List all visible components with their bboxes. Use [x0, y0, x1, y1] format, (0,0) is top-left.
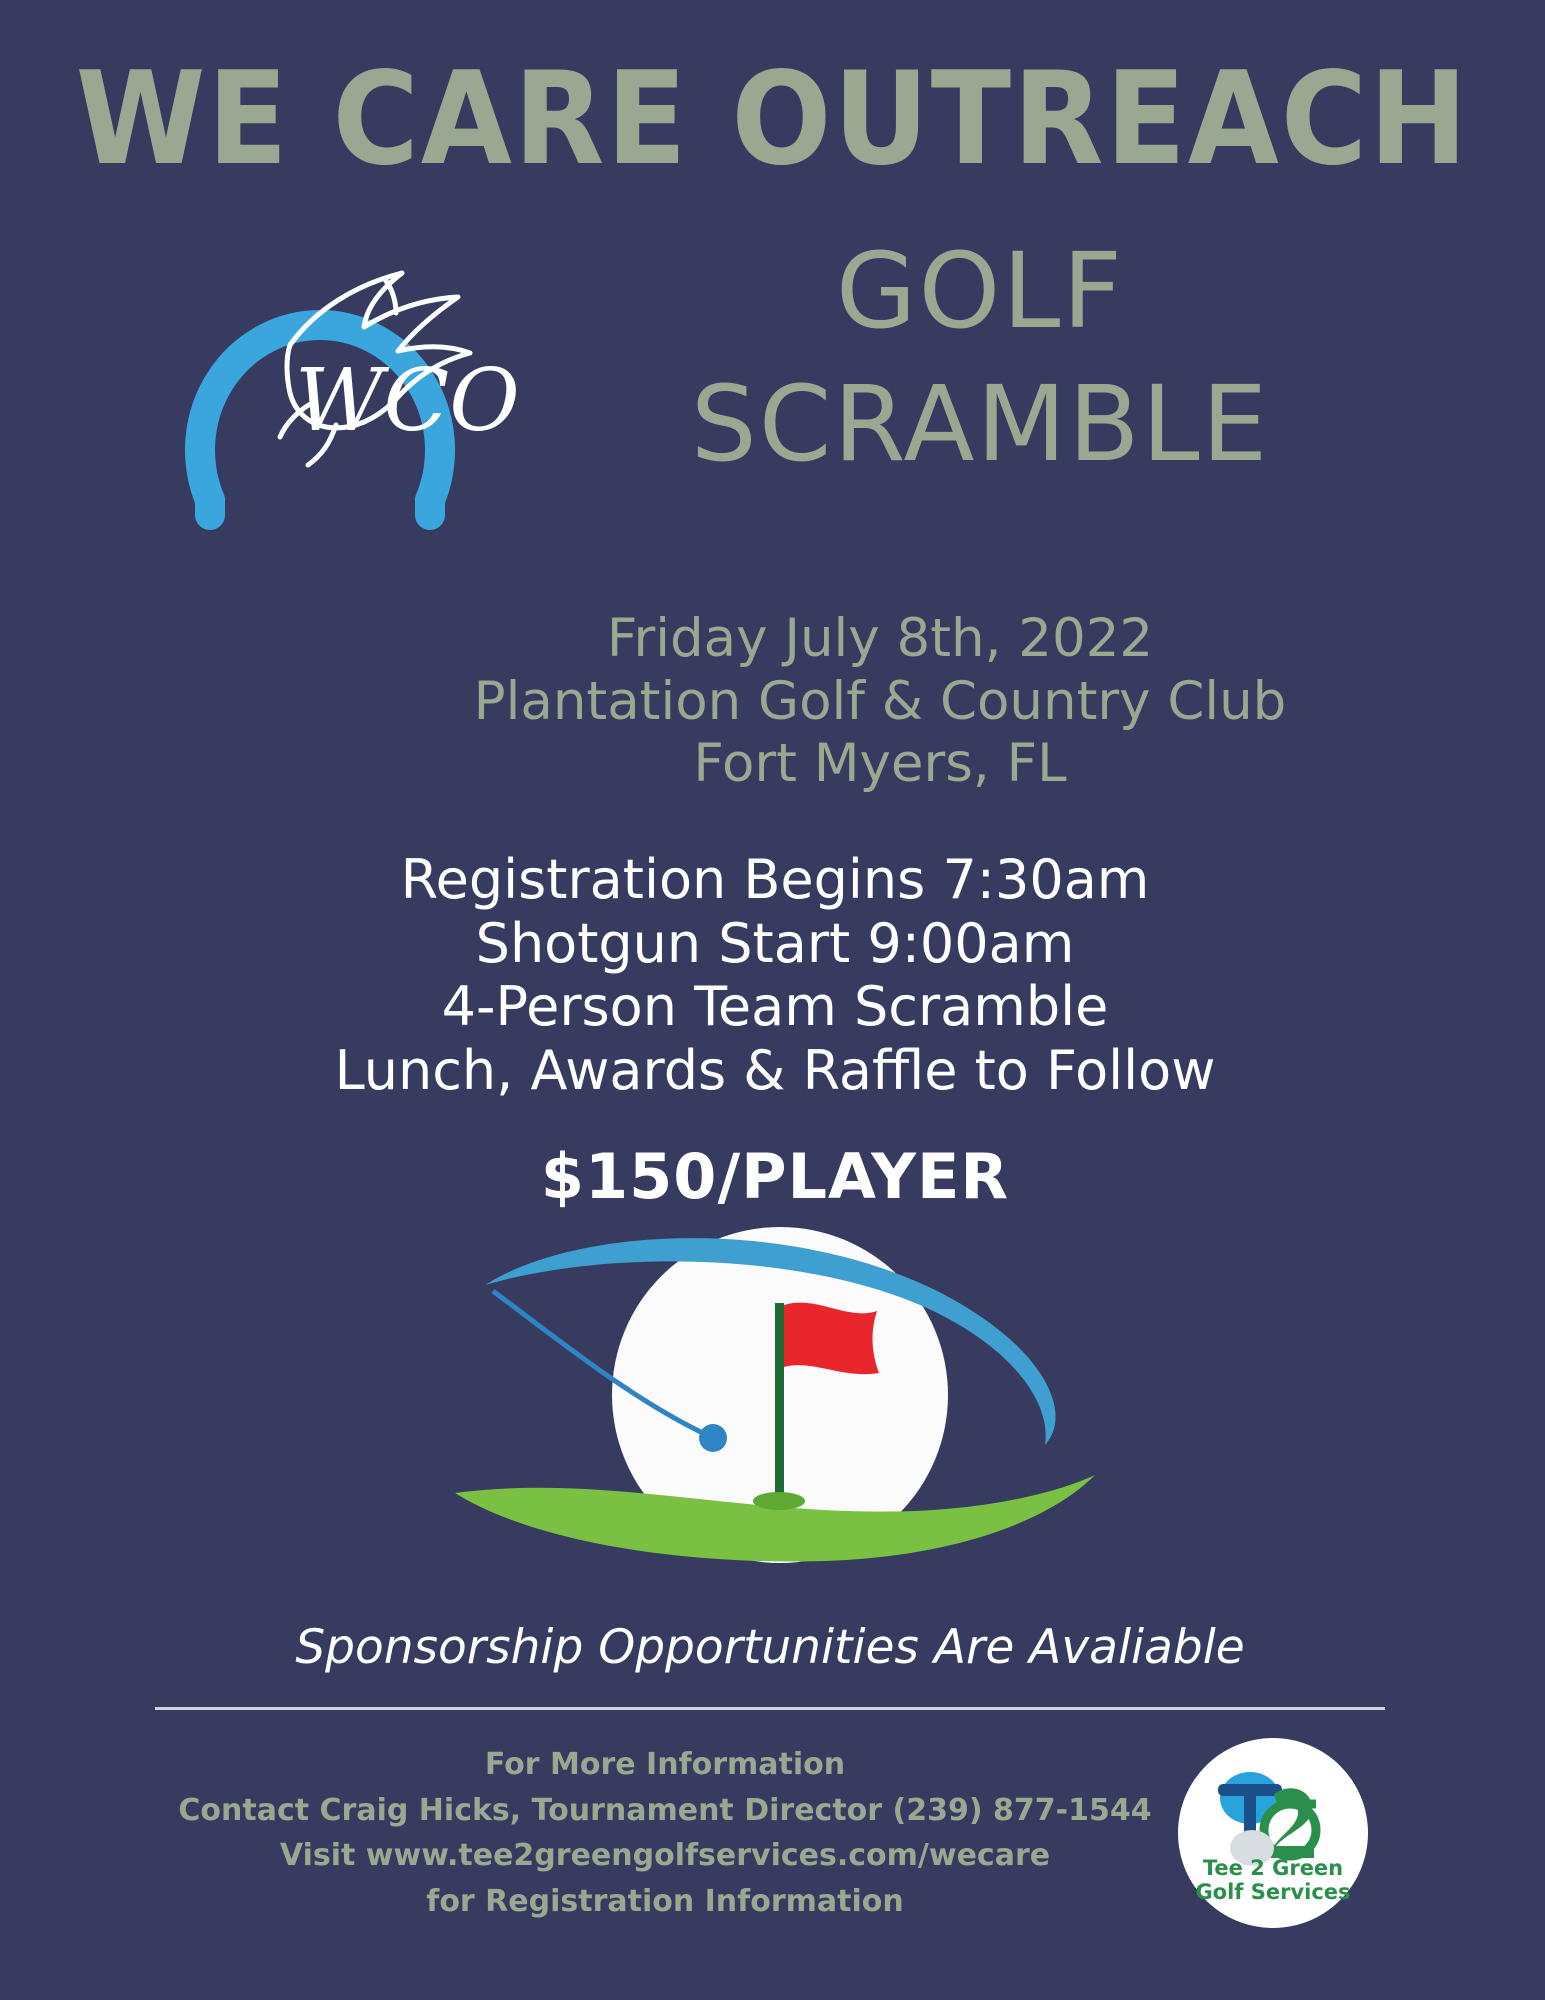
- hole-icon: [753, 1492, 805, 1510]
- footer-contact: Contact Craig Hicks, Tournament Director (239) 877-1544: [178, 1792, 1152, 1828]
- event-date: Friday July 8th, 2022: [606, 608, 1154, 669]
- golf-ball-graphic: [445, 1225, 1105, 1585]
- detail-registration: Registration Begins 7:30am: [400, 848, 1150, 911]
- flag-icon: [784, 1303, 879, 1374]
- tee2green-monogram-icon: [1218, 1772, 1316, 1866]
- wco-logo: [140, 215, 520, 545]
- detail-start: Shotgun Start 9:00am: [475, 911, 1075, 975]
- headline-line-1: GOLF: [835, 230, 1125, 352]
- event-details: [170, 848, 1380, 1103]
- event-venue: Plantation Golf & Country Club: [473, 670, 1287, 732]
- footer-line-4: for Registration Information: [426, 1883, 904, 1919]
- swoosh-dot-icon: [699, 1424, 727, 1452]
- footer-info: [90, 1742, 1240, 1924]
- event-info: [370, 608, 1390, 796]
- sponsorship-note: Sponsorship Opportunities Are Avaliable: [295, 1620, 1245, 1675]
- tee2green-name-line-2: Golf Services: [1195, 1880, 1351, 1905]
- wco-logo-text: WCO: [295, 351, 520, 451]
- detail-extras: Lunch, Awards & Raffle to Follow: [334, 1039, 1216, 1103]
- footer-line-1: For More Information: [484, 1747, 846, 1782]
- footer-website[interactable]: Visit www.tee2greengolfservices.com/wecare: [279, 1838, 1051, 1874]
- headline: [470, 225, 1490, 491]
- page-title: WE CARE OUTREACH: [75, 45, 1470, 194]
- divider: [155, 1707, 1385, 1710]
- detail-format: 4-Person Team Scramble: [441, 975, 1109, 1039]
- flag-pole-icon: [775, 1303, 784, 1498]
- headline-line-2: SCRAMBLE: [690, 363, 1270, 486]
- tee2green-name-line-1: Tee 2 Green: [1202, 1856, 1344, 1880]
- price-label: $150/PLAYER: [540, 1140, 1010, 1213]
- event-location: Fort Myers, FL: [693, 733, 1067, 795]
- tee2green-logo: [1178, 1738, 1368, 1934]
- tee2green-logo-text: [1178, 1856, 1368, 1904]
